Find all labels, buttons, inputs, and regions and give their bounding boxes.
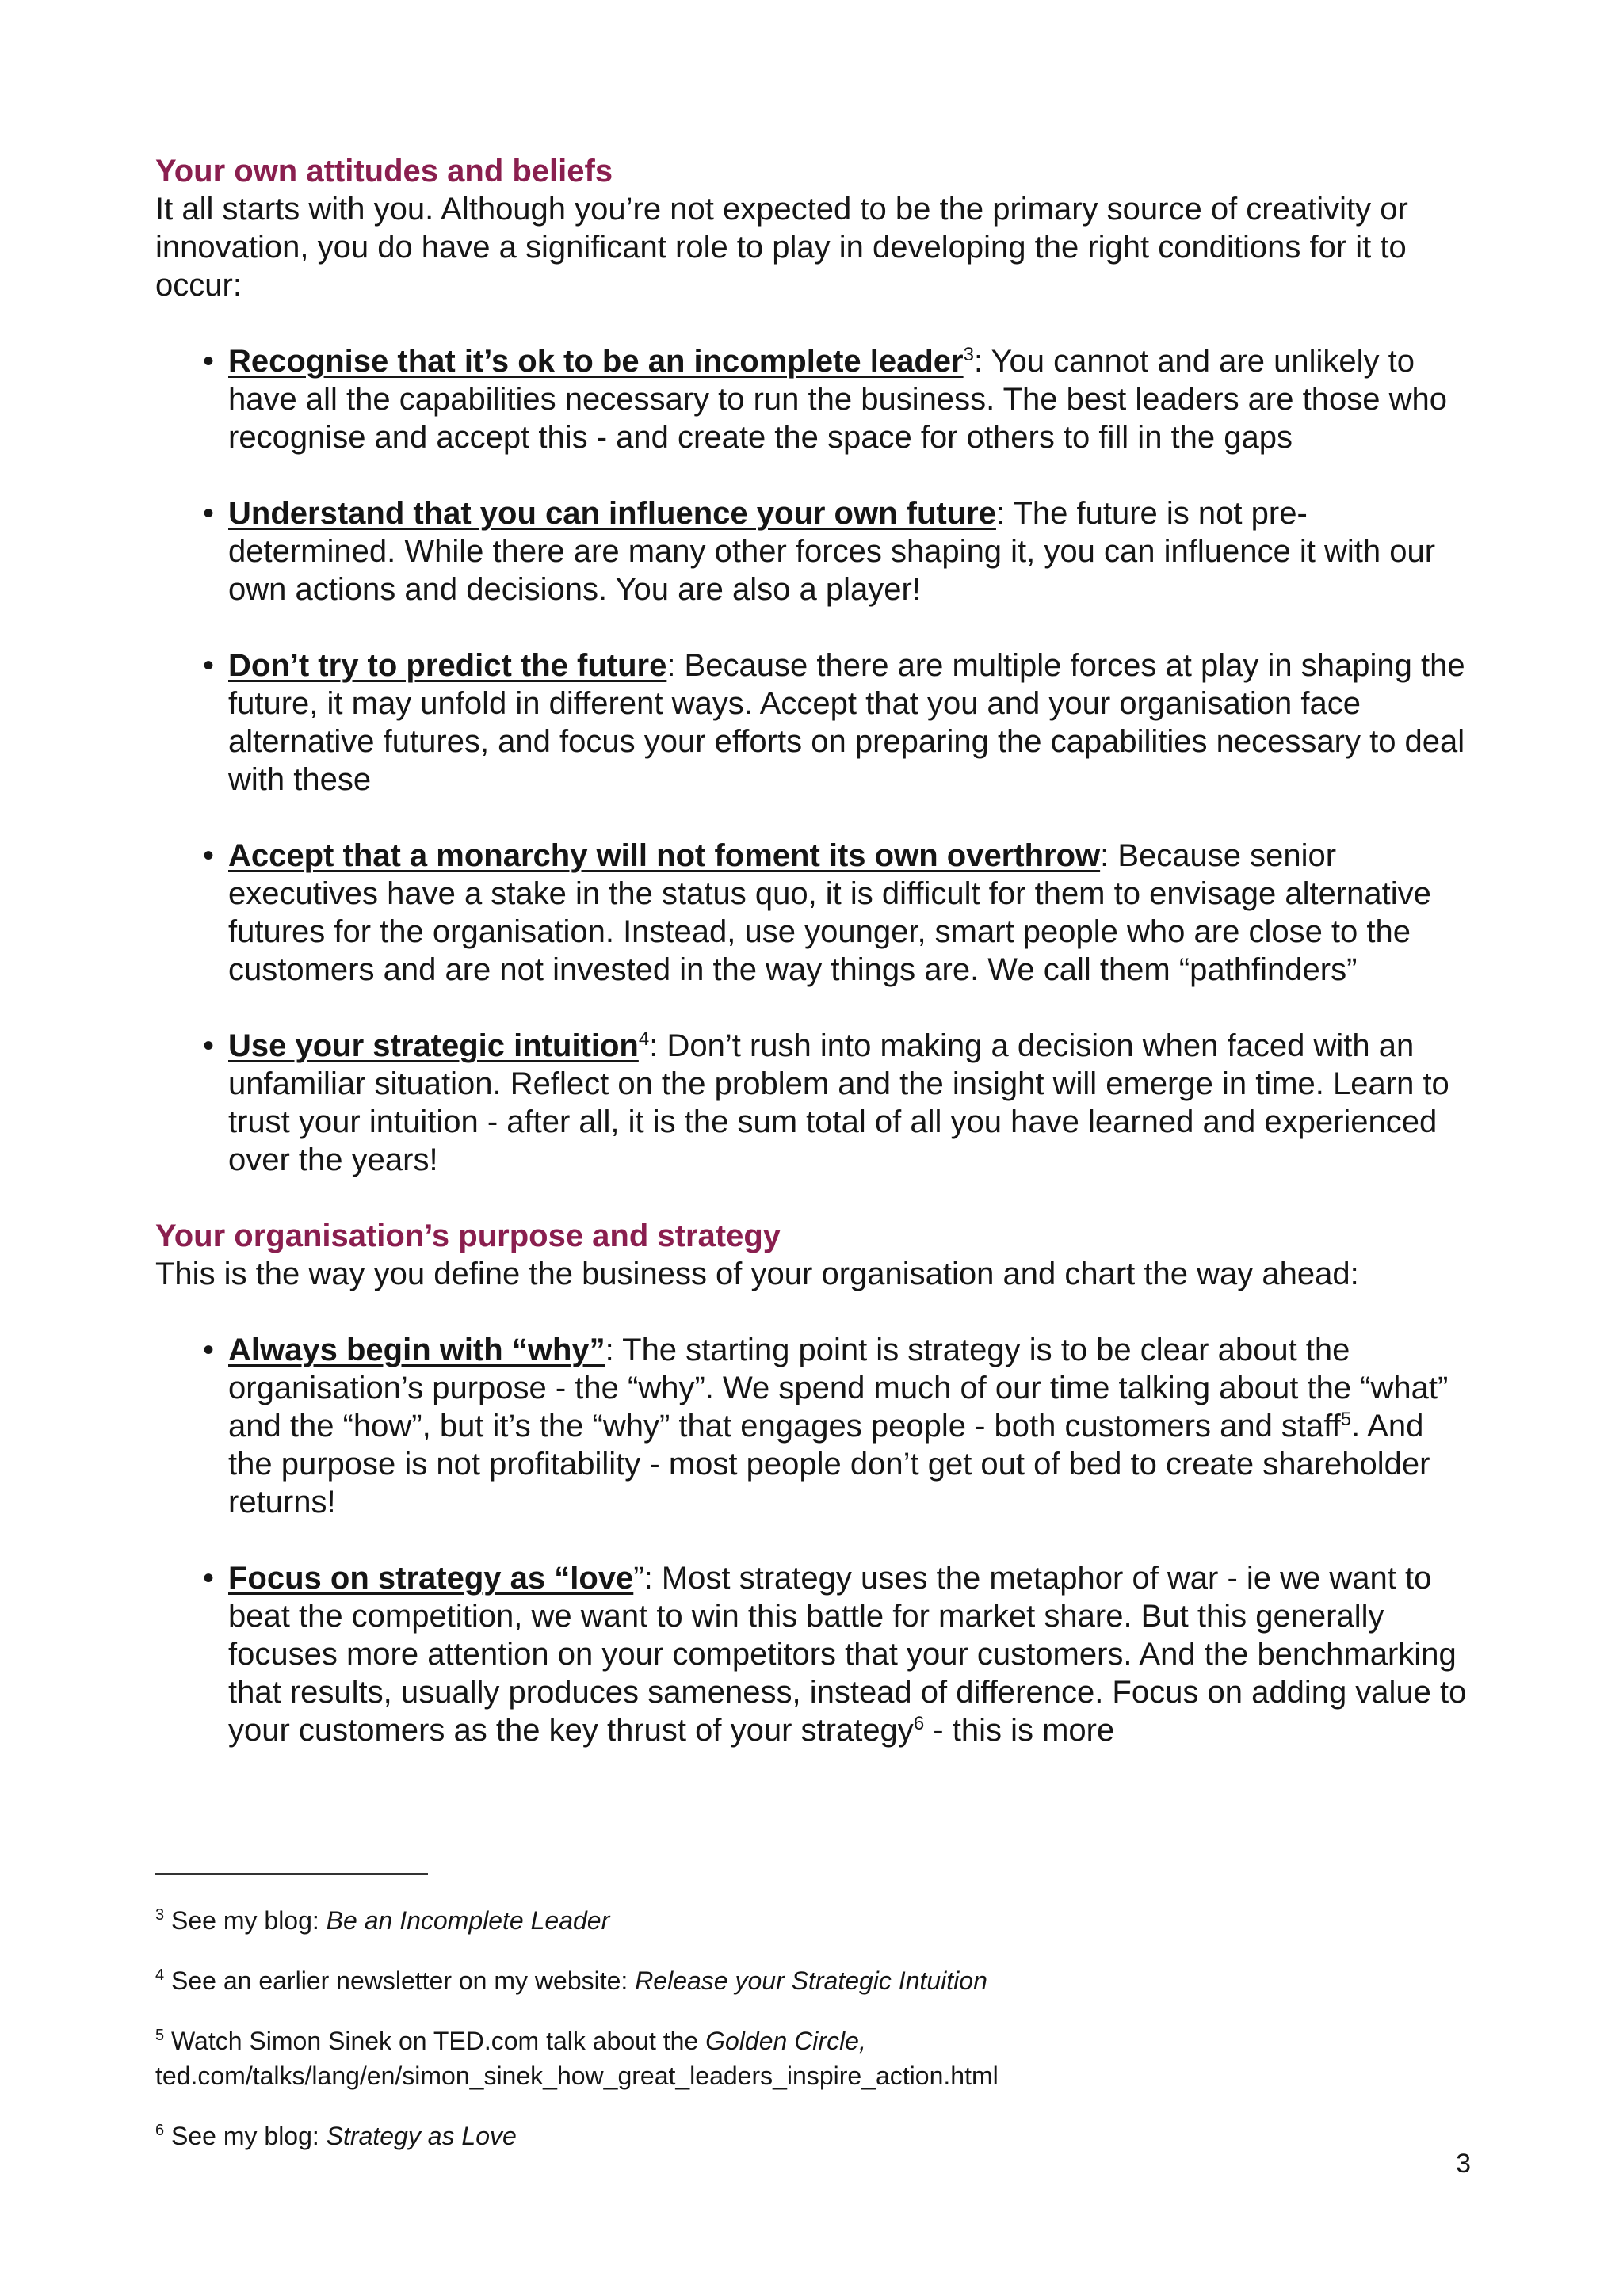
bullet-dot: • bbox=[203, 838, 215, 873]
list-item bbox=[155, 1331, 1471, 1521]
footnote-title: Release your Strategic Intuition bbox=[635, 1966, 987, 1995]
bullet-dot: • bbox=[203, 648, 215, 683]
section-heading-attitudes: Your own attitudes and beliefs bbox=[155, 154, 613, 189]
footnote-4 bbox=[155, 1963, 1503, 1998]
list-item bbox=[155, 837, 1471, 989]
footnote-prefix: See an earlier newsletter on my website: bbox=[164, 1966, 636, 1995]
list-item bbox=[155, 1027, 1471, 1179]
bullet-text: : You cannot and are unlikely to have all the capabilities necessary to run the business. The best leaders are those who recognise and accept this - and create the space for others to fill in the gaps bbox=[228, 344, 1447, 455]
footnote-prefix: Watch Simon Sinek on TED.com talk about the bbox=[164, 2027, 706, 2055]
footnote-ref: 4 bbox=[638, 1028, 650, 1050]
bullet-term: Use your strategic intuition bbox=[228, 1028, 639, 1063]
footnote-3 bbox=[155, 1903, 1503, 1938]
bullet-list-attitudes bbox=[155, 342, 1471, 1179]
footnote-title: Strategy as Love bbox=[326, 2122, 517, 2150]
bullet-term: Always begin with “why” bbox=[228, 1333, 605, 1367]
bullet-dot: • bbox=[203, 1333, 215, 1367]
section-heading-purpose: Your organisation’s purpose and strategy bbox=[155, 1219, 781, 1253]
section-intro-purpose: This is the way you define the business of your organisation and chart the way ahead: bbox=[155, 1257, 1359, 1291]
bullet-text: : The starting point is strategy is to be clear about the organisation’s purpose - the “why”. We spend much of our time talking about the “what” and the “how”, but it’s the “why” that engages people - both customers and staff bbox=[228, 1333, 1449, 1444]
list-item bbox=[155, 494, 1471, 608]
bullet-text-cont: - this is more bbox=[924, 1713, 1115, 1748]
bullet-dot: • bbox=[203, 1561, 215, 1596]
footnote-title: Golden Circle, bbox=[705, 2027, 866, 2055]
bullet-term: Focus on strategy as “love bbox=[228, 1561, 634, 1596]
footnote-prefix: See my blog: bbox=[164, 2122, 327, 2150]
bullet-text: : The future is not pre-determined. While there are many other forces shaping it, you can influence it with our own actions and decisions. You are also a player! bbox=[228, 496, 1436, 607]
bullet-dot: • bbox=[203, 496, 215, 531]
bullet-text: : Because senior executives have a stake in the status quo, it is difficult for them to envisage alternative futures for the organisation. Instead, use younger, smart people who are close to the customers and are not invested in the way things are. We call them “pathfinders” bbox=[228, 838, 1431, 987]
footnote-number: 5 bbox=[155, 2027, 165, 2044]
footnote-title: Be an Incomplete Leader bbox=[326, 1906, 610, 1935]
bullet-list-purpose bbox=[155, 1331, 1471, 1749]
bullet-text: : Don’t rush into making a decision when faced with an unfamiliar situation. Reflect on the problem and the insight will emerge in time. Learn to trust your intuition - after all, it is the sum total of all you have learned and experienced over the years! bbox=[228, 1028, 1449, 1177]
footnote-ref: 5 bbox=[1340, 1409, 1352, 1430]
footnote-5 bbox=[155, 2023, 1503, 2093]
footnote-number: 6 bbox=[155, 2122, 165, 2139]
bullet-text-cont: . And the purpose is not profitability - most people don’t get out of bed to create shareholder returns! bbox=[228, 1409, 1430, 1520]
footnote-divider bbox=[155, 1873, 428, 1875]
bullet-text: : Because there are multiple forces at play in shaping the future, it may unfold in different ways. Accept that you and your organisation face alternative futures, and focus your efforts on preparing the capabilities necessary to deal with these bbox=[228, 648, 1465, 797]
bullet-term: Don’t try to predict the future bbox=[228, 648, 667, 683]
list-item bbox=[155, 1559, 1471, 1749]
page-number: 3 bbox=[1456, 2149, 1471, 2179]
bullet-dot: • bbox=[203, 344, 215, 379]
footnote-link[interactable]: ted.com/talks/lang/en/simon_sinek_how_great_leaders_inspire_action.html bbox=[155, 2061, 999, 2090]
list-item bbox=[155, 646, 1471, 799]
bullet-term: Recognise that it’s ok to be an incomplete leader bbox=[228, 344, 964, 379]
footnote-ref: 6 bbox=[913, 1713, 925, 1734]
list-item bbox=[155, 342, 1471, 456]
page-content bbox=[155, 152, 1471, 1787]
bullet-dot: • bbox=[203, 1028, 215, 1063]
bullet-text: ”: Most strategy uses the metaphor of war - ie we want to beat the competition, we want to win this battle for market share. But this generally focuses more attention on your competitors that your customers. And the benchmarking that results, usually produces sameness, instead of difference. Focus on adding value to your customers as the key thrust of your strategy bbox=[228, 1561, 1467, 1748]
bullet-term: Understand that you can influence your own future bbox=[228, 496, 996, 531]
footnote-ref: 3 bbox=[963, 344, 974, 365]
section-intro-attitudes: It all starts with you. Although you’re not expected to be the primary source of creativity or innovation, you do have a significant role to play in developing the right conditions for it to occur: bbox=[155, 192, 1408, 303]
footnote-number: 4 bbox=[155, 1966, 165, 1984]
footnotes bbox=[155, 1873, 1503, 2179]
footnote-number: 3 bbox=[155, 1906, 165, 1924]
footnote-6 bbox=[155, 2119, 1503, 2153]
bullet-term: Accept that a monarchy will not foment its own overthrow bbox=[228, 838, 1101, 873]
footnote-prefix: See my blog: bbox=[164, 1906, 327, 1935]
